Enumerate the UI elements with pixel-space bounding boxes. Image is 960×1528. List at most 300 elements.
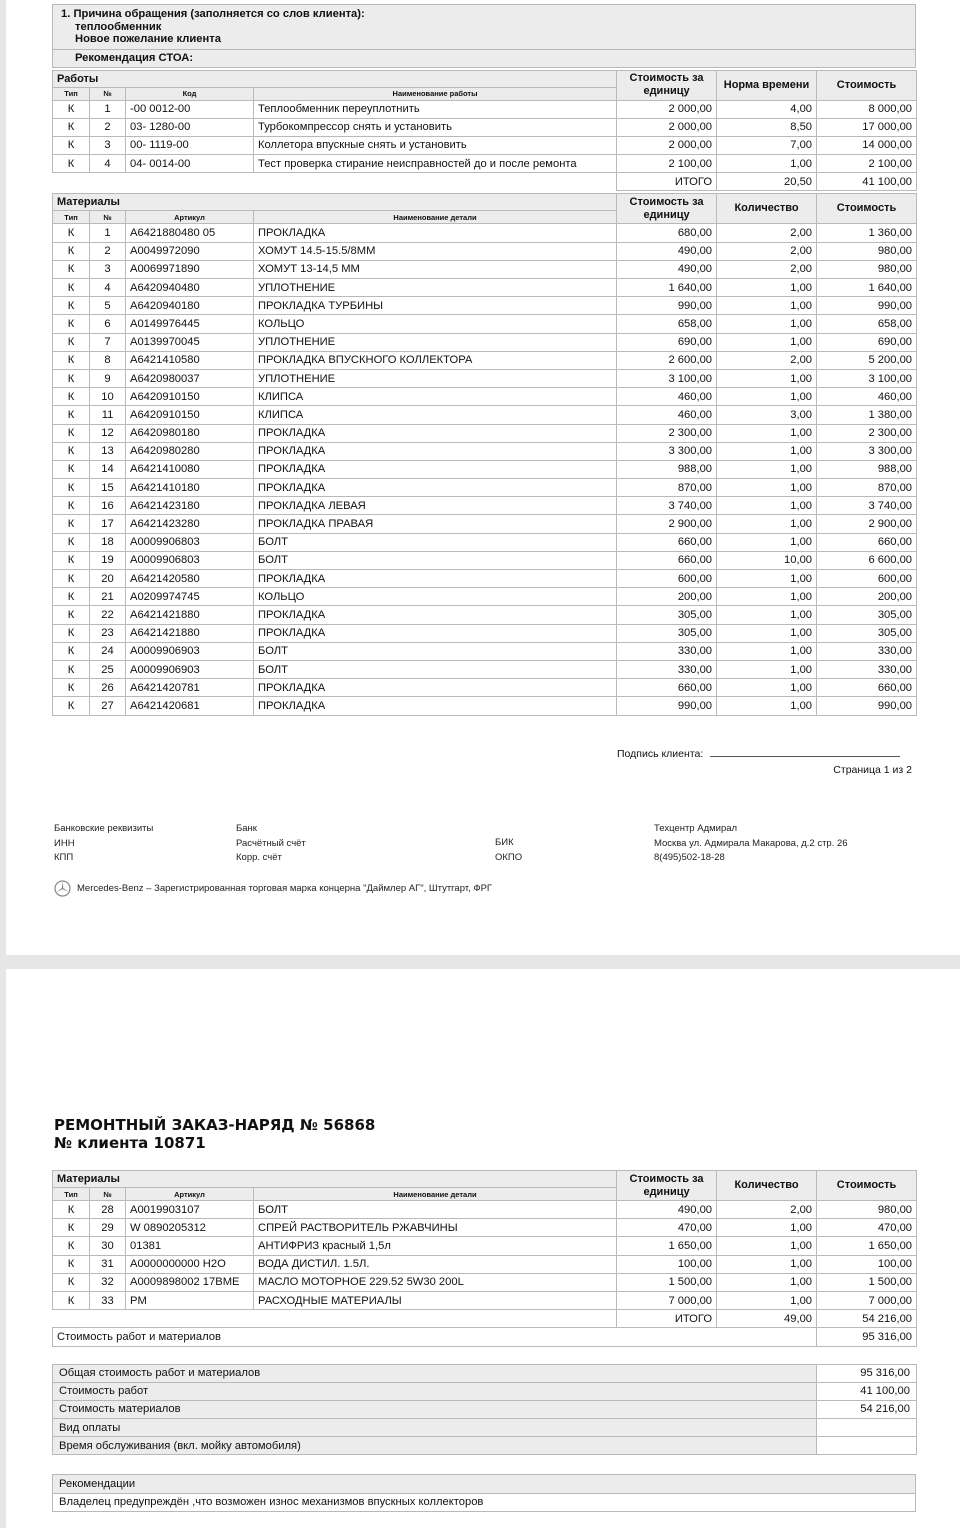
row-type: К	[53, 570, 90, 588]
summary-label: Время обслуживания (вкл. мойку автомобиля)	[53, 1437, 817, 1455]
row-number: 28	[90, 1201, 126, 1219]
row-code: A6420940180	[126, 297, 254, 315]
row-number: 22	[90, 606, 126, 624]
table-row	[53, 100, 917, 118]
row-code: A0009906903	[126, 642, 254, 660]
col-type: Тип	[53, 1188, 90, 1201]
row-name: БОЛТ	[254, 533, 617, 551]
table-row	[53, 315, 917, 333]
row-code: A6421421880	[126, 606, 254, 624]
row-cost: 470,00	[817, 1219, 917, 1237]
row-type: К	[53, 1291, 90, 1309]
materials-section-row	[53, 1171, 917, 1188]
row-number: 3	[90, 136, 126, 154]
row-cost: 3 100,00	[817, 369, 917, 387]
row-cost: 100,00	[817, 1255, 917, 1273]
row-quantity: 3,00	[717, 406, 817, 424]
table-row	[53, 606, 917, 624]
row-cost: 330,00	[817, 642, 917, 660]
materials-table	[52, 193, 917, 715]
row-quantity: 2,00	[717, 260, 817, 278]
row-type: К	[53, 315, 90, 333]
row-quantity: 1,00	[717, 642, 817, 660]
works-section-label: Работы	[53, 70, 617, 87]
page-number: Страница 1 из 2	[833, 764, 912, 776]
row-quantity: 1,00	[717, 297, 817, 315]
row-type: К	[53, 388, 90, 406]
row-type: К	[53, 1219, 90, 1237]
row-number: 29	[90, 1219, 126, 1237]
row-cost: 1 380,00	[817, 406, 917, 424]
row-name: МАСЛО МОТОРНОЕ 229.52 5W30 200L	[254, 1273, 617, 1291]
row-quantity: 1,00	[717, 588, 817, 606]
row-type: К	[53, 155, 90, 173]
row-unit-cost: 2 000,00	[617, 100, 717, 118]
row-cost: 7 000,00	[817, 1291, 917, 1309]
row-name: АНТИФРИЗ красный 1,5л	[254, 1237, 617, 1255]
table-row	[53, 533, 917, 551]
document-page-1	[6, 0, 960, 955]
works-materials-row	[53, 1328, 917, 1346]
row-cost: 2 300,00	[817, 424, 917, 442]
order-title: РЕМОНТНЫЙ ЗАКАЗ-НАРЯД № 56868	[54, 1116, 376, 1134]
col-cost: Стоимость	[817, 1171, 917, 1201]
row-code: A6420980037	[126, 369, 254, 387]
col-num: №	[90, 87, 126, 100]
col-article: Артикул	[126, 211, 254, 224]
row-code: A0149976445	[126, 315, 254, 333]
row-number: 8	[90, 351, 126, 369]
row-name: ПРОКЛАДКА ПРАВАЯ	[254, 515, 617, 533]
row-code: -00 0012-00	[126, 100, 254, 118]
row-code: A6420980180	[126, 424, 254, 442]
row-number: 9	[90, 369, 126, 387]
row-number: 2	[90, 118, 126, 136]
row-unit-cost: 460,00	[617, 388, 717, 406]
row-quantity: 10,00	[717, 551, 817, 569]
table-row	[53, 1201, 917, 1219]
row-quantity: 1,00	[717, 460, 817, 478]
table-row	[53, 442, 917, 460]
row-code: A6421420580	[126, 570, 254, 588]
row-code: W 0890205312	[126, 1219, 254, 1237]
row-code: PM	[126, 1291, 254, 1309]
client-number: № клиента 10871	[54, 1134, 206, 1152]
row-cost: 600,00	[817, 570, 917, 588]
col-unit-cost: Стоимость за единицу	[617, 194, 717, 224]
row-unit-cost: 1 640,00	[617, 279, 717, 297]
row-unit-cost: 2 000,00	[617, 118, 717, 136]
table-row	[53, 224, 917, 242]
row-type: К	[53, 224, 90, 242]
table-row	[53, 406, 917, 424]
table-row	[53, 460, 917, 478]
row-quantity: 1,00	[717, 279, 817, 297]
row-type: К	[53, 1255, 90, 1273]
row-code: 00- 1119-00	[126, 136, 254, 154]
table-row	[53, 424, 917, 442]
row-unit-cost: 490,00	[617, 1201, 717, 1219]
footer-col-2	[236, 822, 306, 866]
row-quantity: 1,00	[717, 1237, 817, 1255]
col-num: №	[90, 1188, 126, 1201]
row-cost: 2 900,00	[817, 515, 917, 533]
summary-label: Стоимость материалов	[53, 1400, 817, 1418]
footer-kpp: КПП	[54, 852, 74, 863]
row-type: К	[53, 279, 90, 297]
table-row	[53, 1291, 917, 1309]
footer-bank-details: Банковские реквизиты	[54, 823, 154, 834]
station-recommendation-label: Рекомендация СТОА:	[53, 50, 915, 67]
row-unit-cost: 7 000,00	[617, 1291, 717, 1309]
row-cost: 660,00	[817, 533, 917, 551]
row-number: 16	[90, 497, 126, 515]
signature-area	[617, 748, 900, 760]
row-number: 15	[90, 479, 126, 497]
table-row	[53, 697, 917, 715]
row-number: 1	[90, 224, 126, 242]
summary-row	[53, 1382, 917, 1400]
request-reason-header	[53, 5, 915, 50]
row-unit-cost: 2 000,00	[617, 136, 717, 154]
row-quantity: 1,00	[717, 515, 817, 533]
row-code: A0209974745	[126, 588, 254, 606]
row-number: 31	[90, 1255, 126, 1273]
summary-value: 54 216,00	[817, 1400, 917, 1418]
table-row	[53, 260, 917, 278]
row-name: КЛИПСА	[254, 388, 617, 406]
recommendations-header-row	[53, 1475, 916, 1493]
materials-total-qty: 49,00	[717, 1310, 817, 1328]
summary-label: Стоимость работ	[53, 1382, 817, 1400]
col-unit-cost: Стоимость за единицу	[617, 70, 717, 100]
col-unit-cost: Стоимость за единицу	[617, 1171, 717, 1201]
row-number: 18	[90, 533, 126, 551]
row-code: A0009906803	[126, 551, 254, 569]
col-num: №	[90, 211, 126, 224]
footer-col-3	[495, 836, 522, 865]
row-code: A6421423280	[126, 515, 254, 533]
table-row	[53, 351, 917, 369]
row-name: ПРОКЛАДКА	[254, 442, 617, 460]
table-row	[53, 570, 917, 588]
row-cost: 1 360,00	[817, 224, 917, 242]
row-quantity: 1,00	[717, 369, 817, 387]
works-total-qty: 20,50	[717, 173, 817, 191]
row-code: A6420910150	[126, 406, 254, 424]
row-code: A6421420681	[126, 697, 254, 715]
row-cost: 8 000,00	[817, 100, 917, 118]
row-quantity: 4,00	[717, 100, 817, 118]
table-row	[53, 155, 917, 173]
row-quantity: 2,00	[717, 1201, 817, 1219]
recommendations-table	[52, 1474, 916, 1511]
row-cost: 6 600,00	[817, 551, 917, 569]
row-unit-cost: 660,00	[617, 679, 717, 697]
row-unit-cost: 490,00	[617, 242, 717, 260]
row-cost: 988,00	[817, 460, 917, 478]
row-number: 24	[90, 642, 126, 660]
row-number: 13	[90, 442, 126, 460]
row-unit-cost: 3 300,00	[617, 442, 717, 460]
row-code: A6421420781	[126, 679, 254, 697]
row-name: ПРОКЛАДКА	[254, 479, 617, 497]
row-name: ПРОКЛАДКА	[254, 570, 617, 588]
row-number: 30	[90, 1237, 126, 1255]
page-2-content	[52, 1116, 916, 1512]
request-reason-block	[52, 4, 916, 68]
works-materials-value: 95 316,00	[817, 1328, 917, 1346]
row-name: КЛИПСА	[254, 406, 617, 424]
row-name: Теплообменник переуплотнить	[254, 100, 617, 118]
row-type: К	[53, 424, 90, 442]
request-reason-line: Новое пожелание клиента	[75, 33, 221, 45]
trademark-line	[54, 880, 492, 897]
row-unit-cost: 680,00	[617, 224, 717, 242]
col-article: Артикул	[126, 1188, 254, 1201]
row-cost: 3 300,00	[817, 442, 917, 460]
summary-label: Общая стоимость работ и материалов	[53, 1364, 817, 1382]
row-number: 26	[90, 679, 126, 697]
materials-rows	[53, 1201, 917, 1310]
row-number: 21	[90, 588, 126, 606]
table-row	[53, 660, 917, 678]
summary-row	[53, 1364, 917, 1382]
row-type: К	[53, 697, 90, 715]
col-work-name: Наименование работы	[254, 87, 617, 100]
row-code: A6420980280	[126, 442, 254, 460]
footer-address: Москва ул. Адмирала Макарова, д.2 стр. 26	[654, 837, 848, 849]
footer-bik: БИК	[495, 837, 514, 848]
row-name: ПРОКЛАДКА ТУРБИНЫ	[254, 297, 617, 315]
row-unit-cost: 330,00	[617, 660, 717, 678]
row-type: К	[53, 551, 90, 569]
materials-section-label: Материалы	[53, 194, 617, 211]
row-quantity: 1,00	[717, 315, 817, 333]
row-code: A6420940480	[126, 279, 254, 297]
row-unit-cost: 2 900,00	[617, 515, 717, 533]
recommendations-text: Владелец предупреждён ,что возможен износ механизмов впускных коллекторов	[53, 1493, 916, 1511]
row-name: ПРОКЛАДКА ЛЕВАЯ	[254, 497, 617, 515]
row-number: 4	[90, 155, 126, 173]
row-unit-cost: 3 740,00	[617, 497, 717, 515]
row-unit-cost: 600,00	[617, 570, 717, 588]
blank-cell	[53, 173, 617, 191]
materials-total-row	[53, 1310, 917, 1328]
row-cost: 3 740,00	[817, 497, 917, 515]
row-number: 17	[90, 515, 126, 533]
row-unit-cost: 330,00	[617, 642, 717, 660]
row-type: К	[53, 369, 90, 387]
table-row	[53, 1255, 917, 1273]
table-row	[53, 369, 917, 387]
row-type: К	[53, 1237, 90, 1255]
recommendations-text-row	[53, 1493, 916, 1511]
row-type: К	[53, 100, 90, 118]
works-materials-label: Стоимость работ и материалов	[53, 1328, 817, 1346]
row-unit-cost: 470,00	[617, 1219, 717, 1237]
row-name: ПРОКЛАДКА	[254, 224, 617, 242]
col-quantity: Количество	[717, 1171, 817, 1201]
row-number: 14	[90, 460, 126, 478]
row-unit-cost: 990,00	[617, 297, 717, 315]
materials-rows	[53, 224, 917, 715]
trademark-text: Mercedes-Benz – Зарегистрированная торговая марка концерна "Даймлер АГ", Штутгарт, ФРГ	[77, 883, 493, 894]
row-cost: 5 200,00	[817, 351, 917, 369]
row-type: К	[53, 460, 90, 478]
row-number: 10	[90, 388, 126, 406]
row-code: A6421410080	[126, 460, 254, 478]
row-quantity: 1,00	[717, 424, 817, 442]
row-unit-cost: 200,00	[617, 588, 717, 606]
row-code: A0139970045	[126, 333, 254, 351]
row-name: ХОМУТ 13-14,5 ММ	[254, 260, 617, 278]
col-cost: Стоимость	[817, 70, 917, 100]
row-name: ПРОКЛАДКА	[254, 424, 617, 442]
row-unit-cost: 2 600,00	[617, 351, 717, 369]
row-quantity: 1,00	[717, 1273, 817, 1291]
row-name: Турбокомпрессор снять и установить	[254, 118, 617, 136]
row-number: 25	[90, 660, 126, 678]
row-code: A0019903107	[126, 1201, 254, 1219]
row-code: A0009898002 17BME	[126, 1273, 254, 1291]
row-cost: 17 000,00	[817, 118, 917, 136]
row-quantity: 1,00	[717, 1219, 817, 1237]
row-unit-cost: 2 300,00	[617, 424, 717, 442]
row-quantity: 1,00	[717, 479, 817, 497]
row-name: КОЛЬЦО	[254, 588, 617, 606]
row-unit-cost: 305,00	[617, 624, 717, 642]
table-row	[53, 479, 917, 497]
row-number: 6	[90, 315, 126, 333]
row-code: A0049972090	[126, 242, 254, 260]
row-cost: 14 000,00	[817, 136, 917, 154]
row-code: A0009906903	[126, 660, 254, 678]
row-quantity: 7,00	[717, 136, 817, 154]
works-section-row	[53, 70, 917, 87]
works-table	[52, 70, 917, 192]
row-unit-cost: 305,00	[617, 606, 717, 624]
summary-row	[53, 1400, 917, 1418]
page-1-content	[52, 4, 916, 716]
row-cost: 2 100,00	[817, 155, 917, 173]
row-quantity: 1,00	[717, 697, 817, 715]
row-code: A0009906803	[126, 533, 254, 551]
table-row	[53, 1237, 917, 1255]
footer-company: Техцентр Адмирал	[654, 823, 738, 834]
row-name: ПРОКЛАДКА	[254, 624, 617, 642]
signature-label: Подпись клиента:	[617, 748, 704, 760]
blank-cell	[53, 1310, 617, 1328]
footer-inn: ИНН	[54, 837, 75, 849]
footer-col-1	[54, 822, 153, 866]
recommendations-label: Рекомендации	[53, 1475, 916, 1493]
row-unit-cost: 1 650,00	[617, 1237, 717, 1255]
row-unit-cost: 100,00	[617, 1255, 717, 1273]
summary-label: Вид оплаты	[53, 1419, 817, 1437]
request-reason-heading: 1. Причина обращения (заполняется со слов клиента):	[61, 8, 365, 20]
row-code: A6421410580	[126, 351, 254, 369]
row-name: ПРОКЛАДКА	[254, 697, 617, 715]
summary-value	[817, 1437, 917, 1455]
row-unit-cost: 3 100,00	[617, 369, 717, 387]
row-name: УПЛОТНЕНИЕ	[254, 279, 617, 297]
row-quantity: 1,00	[717, 624, 817, 642]
row-code: 01381	[126, 1237, 254, 1255]
row-unit-cost: 460,00	[617, 406, 717, 424]
row-name: БОЛТ	[254, 660, 617, 678]
table-row	[53, 388, 917, 406]
works-total-cost: 41 100,00	[817, 173, 917, 191]
table-row	[53, 333, 917, 351]
footer-corr-account: Корр. счёт	[236, 852, 282, 863]
row-type: К	[53, 533, 90, 551]
row-code: 04- 0014-00	[126, 155, 254, 173]
row-unit-cost: 660,00	[617, 533, 717, 551]
row-name: УПЛОТНЕНИЕ	[254, 333, 617, 351]
row-type: К	[53, 297, 90, 315]
table-row	[53, 1219, 917, 1237]
col-type: Тип	[53, 87, 90, 100]
row-number: 19	[90, 551, 126, 569]
row-cost: 305,00	[817, 606, 917, 624]
row-name: БОЛТ	[254, 642, 617, 660]
table-row	[53, 1273, 917, 1291]
row-name: КОЛЬЦО	[254, 315, 617, 333]
col-cost: Стоимость	[817, 194, 917, 224]
row-code: A0069971890	[126, 260, 254, 278]
materials-total-cost: 54 216,00	[817, 1310, 917, 1328]
row-number: 11	[90, 406, 126, 424]
row-number: 27	[90, 697, 126, 715]
row-cost: 660,00	[817, 679, 917, 697]
footer-col-4	[654, 822, 848, 866]
row-cost: 200,00	[817, 588, 917, 606]
row-number: 2	[90, 242, 126, 260]
row-unit-cost: 988,00	[617, 460, 717, 478]
row-cost: 330,00	[817, 660, 917, 678]
row-type: К	[53, 642, 90, 660]
materials-section-row	[53, 194, 917, 211]
row-code: A6421880480 05	[126, 224, 254, 242]
row-name: БОЛТ	[254, 551, 617, 569]
row-number: 1	[90, 100, 126, 118]
works-total-row	[53, 173, 917, 191]
row-cost: 980,00	[817, 1201, 917, 1219]
works-rows	[53, 100, 917, 173]
summary-value: 41 100,00	[817, 1382, 917, 1400]
row-code: A6421410180	[126, 479, 254, 497]
row-number: 5	[90, 297, 126, 315]
row-type: К	[53, 1201, 90, 1219]
row-number: 4	[90, 279, 126, 297]
table-row	[53, 642, 917, 660]
row-cost: 658,00	[817, 315, 917, 333]
row-type: К	[53, 242, 90, 260]
row-type: К	[53, 333, 90, 351]
row-type: К	[53, 606, 90, 624]
row-code: A6421423180	[126, 497, 254, 515]
row-type: К	[53, 442, 90, 460]
row-name: ПРОКЛАДКА	[254, 679, 617, 697]
row-cost: 460,00	[817, 388, 917, 406]
row-quantity: 1,00	[717, 533, 817, 551]
row-type: К	[53, 660, 90, 678]
row-number: 20	[90, 570, 126, 588]
row-quantity: 1,00	[717, 606, 817, 624]
summary-value: 95 316,00	[817, 1364, 917, 1382]
row-quantity: 1,00	[717, 1291, 817, 1309]
